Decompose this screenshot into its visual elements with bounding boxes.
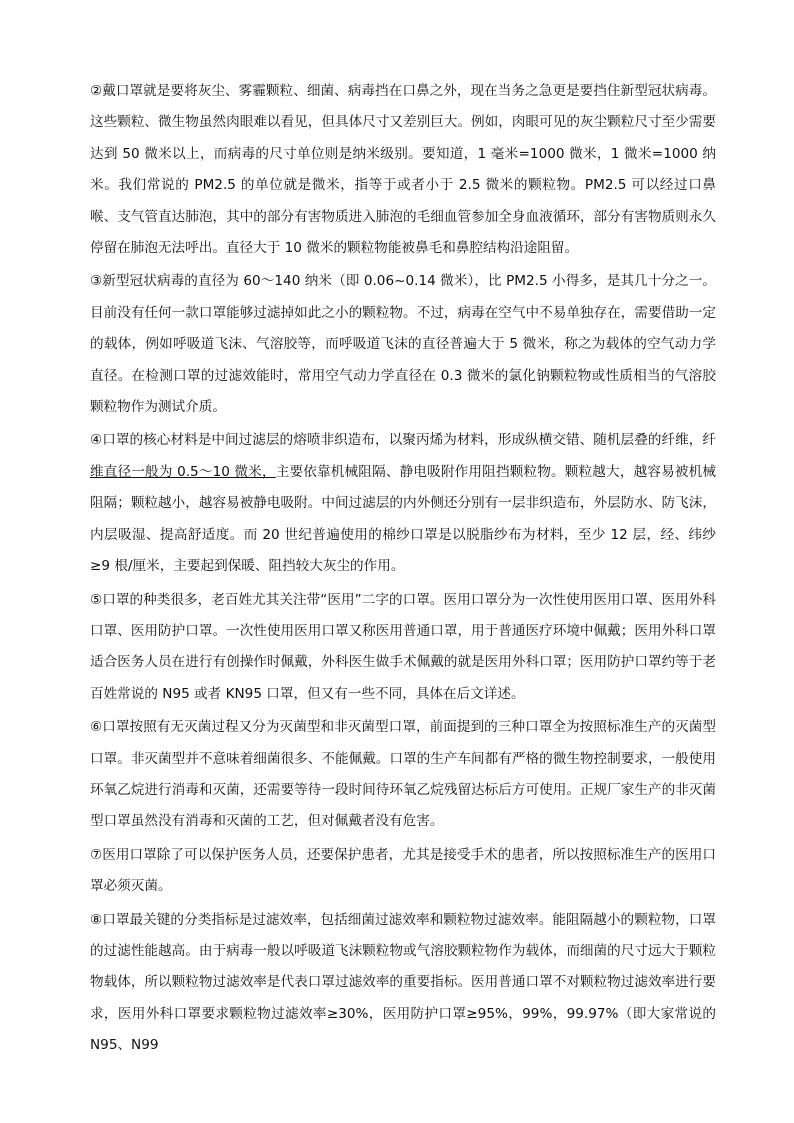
paragraph-8: ⑧口罩最关键的分类指标是过滤效率，包括细菌过滤效率和颗粒物过滤效率。能阻隔越小的颗粒物，口罩的过滤性能越高。由于病毒一般以呼吸道飞沫颗粒物或气溶胶颗粒物作为载体，而细菌的尺寸远大于颗粒物载体，所以颗粒物过滤效率是代表口罩过滤效率的重要指标。医用普通口罩不对颗粒物过滤效率进行要求，医用外科口罩要求颗粒物过滤效率≥30%，医用防护口罩≥95%，99%，99.97%（即大家常说的 N95、N99 (90, 911, 716, 1054)
document-page (90, 76, 716, 1064)
paragraph-4 (90, 425, 716, 582)
paragraph-2: ②戴口罩就是要将灰尘、雾霾颗粒、细菌、病毒挡在口鼻之外，现在当务之急更是要挡住新型冠状病毒。这些颗粒、微生物虽然肉眼难以看见，但具体尺寸又差别巨大。例如，肉眼可见的灰尘颗粒尺寸至少需要达到 50 微米以上，而病毒的尺寸单位则是纳米级别。要知道，1 毫米=1000 微米，1 微米=1000 纳米。我们常说的 PM2.5 的单位就是微米，指等于或者小于 2.5 微米的颗粒物。PM2.5 可以经过口鼻喉、支气管直达肺泡，其中的部分有害物质进入肺泡的毛细血管参加全身血液循环，部分有害物质则永久停留在肺泡无法呼出。直径大于 10 微米的颗粒物能被鼻毛和鼻腔结构沿途阻留。 (90, 83, 716, 257)
paragraph-6: ⑥口罩按照有无灭菌过程又分为灭菌型和非灭菌型口罩，前面提到的三种口罩全为按照标准生产的灭菌型口罩。非灭菌型并不意味着细菌很多、不能佩戴。口罩的生产车间都有严格的微生物控制要求，一般使用环氧乙烷进行消毒和灭菌，还需要等待一段时间待环氧乙烷残留达标后方可使用。正规厂家生产的非灭菌型口罩虽然没有消毒和灭菌的工艺，但对佩戴者没有危害。 (90, 719, 716, 830)
paragraph-4-part-b: 主要依靠机械阻隔、静电吸附作用阻挡颗粒物。颗粒越大，越容易被机械阻隔；颗粒越小，越容易被静电吸附。中间过滤层的内外侧还分别有一层非织造布，外层防水、防飞沫，内层吸湿、提高舒适度。而 20 世纪普遍使用的棉纱口罩是以脱脂纱布为材料，至少 12 层，经、纬纱≥9 根/厘米，主要起到保暖、阻挡较大灰尘的作用。 (90, 463, 717, 575)
paragraph-7: ⑦医用口罩除了可以保护医务人员，还要保护患者，尤其是接受手术的患者，所以按照标准生产的医用口罩必须灭菌。 (90, 846, 716, 895)
paragraph-5: ⑤口罩的种类很多，老百姓尤其关注带“医用”二字的口罩。医用口罩分为一次性使用医用口罩、医用外科口罩、医用防护口罩。一次性使用医用口罩又称医用普通口罩，用于普通医疗环境中佩戴；医用外科口罩适合医务人员在进行有创操作时佩戴，外科医生做手术佩戴的就是医用外科口罩；医用防护口罩约等于老百姓常说的 N95 或者 KN95 口罩，但又有一些不同，具体在后文详述。 (90, 591, 716, 702)
paragraph-4-part-a: ④口罩的核心材料是中间过滤层的熔喷非织造布，以聚丙烯为材料，形成纵横交错、随机层叠的纤维，纤 (90, 432, 716, 449)
paragraph-3: ③新型冠状病毒的直径为 60～140 纳米（即 0.06~0.14 微米），比 PM2.5 小得多，是其几十分之一。目前没有任何一款口罩能够过滤掉如此之小的颗粒物。不过，病毒在空气中不易单独存在，需要借助一定的载体，例如呼吸道飞沫、气溶胶等，而呼吸道飞沫的直径普遍大于 5 微米，称之为载体的空气动力学直径。在检测口罩的过滤效能时，常用空气动力学直径在 0.3 微米的氯化钠颗粒物或性质相当的气溶胶颗粒物作为测试介质。 (90, 273, 716, 416)
underlined-fiber-diameter: 维直径一般为 0.5～10 微米， (90, 463, 276, 480)
